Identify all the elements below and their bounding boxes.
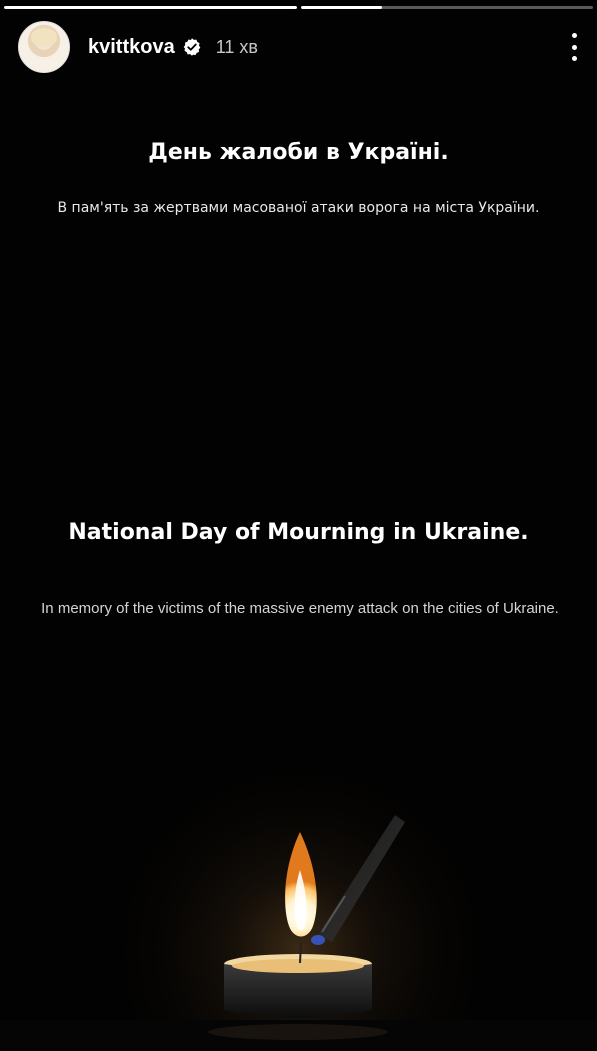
ukrainian-subtitle: В пам'ять за жертвами масованої атаки ворога на міста України. <box>57 200 540 216</box>
story-progress <box>4 6 593 9</box>
ukrainian-title: День жалоби в Україні. <box>148 140 449 165</box>
post-time: 11 хв <box>215 36 258 57</box>
verified-badge-icon <box>182 37 202 57</box>
menu-dot <box>572 45 577 50</box>
story-header <box>18 20 579 74</box>
progress-fill <box>301 6 383 9</box>
english-title: National Day of Mourning in Ukraine. <box>68 520 529 545</box>
menu-dot <box>572 33 577 38</box>
menu-dot <box>572 56 577 61</box>
progress-fill <box>4 6 297 9</box>
candle-image <box>0 720 597 1051</box>
progress-segment-viewed <box>4 6 297 9</box>
more-vertical-icon[interactable] <box>569 33 579 61</box>
english-subtitle: In memory of the victims of the massive enemy attack on the cities of Ukraine. <box>41 600 559 617</box>
username[interactable]: kvittkova <box>88 35 175 58</box>
avatar[interactable] <box>18 21 70 73</box>
progress-segment-current <box>301 6 594 9</box>
